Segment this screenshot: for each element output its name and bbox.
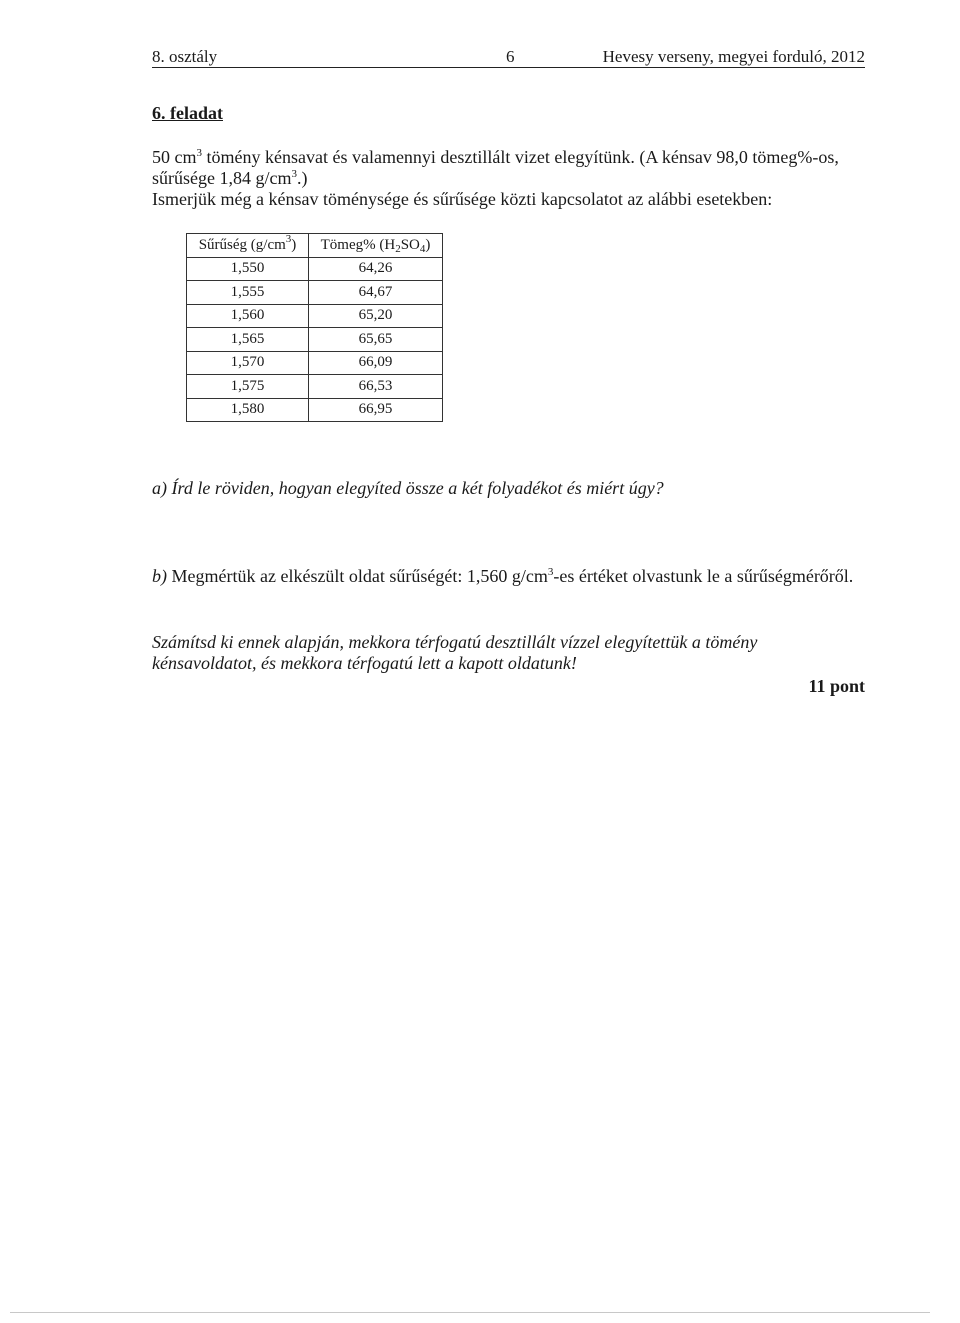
density-cell: 1,575	[187, 375, 309, 399]
density-cell: 1,580	[187, 398, 309, 422]
density-cell: 1,550	[187, 257, 309, 281]
table-row	[187, 375, 443, 399]
mass-percent-cell: 66,95	[309, 398, 443, 422]
table-row	[187, 281, 443, 305]
footer-divider	[10, 1312, 930, 1313]
question-b: b) Megmértük az elkészült oldat sűrűségét: 1,560 $g/cm^3-es$ értéket olvastunk le a sűrűségmérőről.	[152, 566, 854, 586]
table-row	[187, 398, 443, 422]
intro-paragraph-2: Ismerjük még a kénsav töménysége és sűrűsége közti kapcsolatot az alábbi esetekben:	[152, 189, 773, 209]
question-c: Számítsd ki ennek alapján, mekkora térfogatú desztillált vízzel elegyítettük a tömény kénsavoldatot, és mekkora térfogatú lett a kapott oldatunk!	[152, 632, 758, 673]
density-cell: 1,560	[187, 304, 309, 328]
header-competition: Hevesy verseny, megyei forduló, 2012	[602, 47, 865, 66]
mass-percent-cell: 66,09	[309, 351, 443, 375]
density-cell: 1,565	[187, 328, 309, 352]
table-header-row	[187, 234, 443, 258]
mass-percent-cell: 64,26	[309, 257, 443, 281]
mass-percent-cell: 66,53	[309, 375, 443, 399]
table-row	[187, 257, 443, 281]
task-title: 6. feladat	[152, 103, 223, 123]
table-row	[187, 351, 443, 375]
density-cell: 1,570	[187, 351, 309, 375]
intro-paragraph: 50 $cm^3$ tömény kénsavat és valamennyi desztillált vizet elegyítünk. (A kénsav 98,0 tömeg%-os, sűrűsége 1,84 $g/cm^3$.)	[152, 147, 839, 188]
question-a: a) Írd le röviden, hogyan elegyíted össze a két folyadékot és miért úgy?	[152, 478, 664, 498]
page-header	[152, 46, 865, 68]
mass-percent-cell: 65,20	[309, 304, 443, 328]
density-cell: 1,555	[187, 281, 309, 305]
mass-percent-cell: 65,65	[309, 328, 443, 352]
header-page-number: 6	[506, 47, 515, 66]
density-column-header: Sűrűség $(g/cm^3)$	[187, 234, 309, 258]
table-row	[187, 328, 443, 352]
table-row	[187, 304, 443, 328]
points-label: 11 pont	[808, 676, 865, 696]
question-b-label: b)	[152, 566, 167, 586]
density-table	[186, 233, 443, 422]
header-grade: 8. osztály	[152, 47, 218, 66]
mass-percent-cell: 64,67	[309, 281, 443, 305]
mass-percent-column-header: Tömeg% $(H_2SO_4)$	[309, 234, 443, 258]
